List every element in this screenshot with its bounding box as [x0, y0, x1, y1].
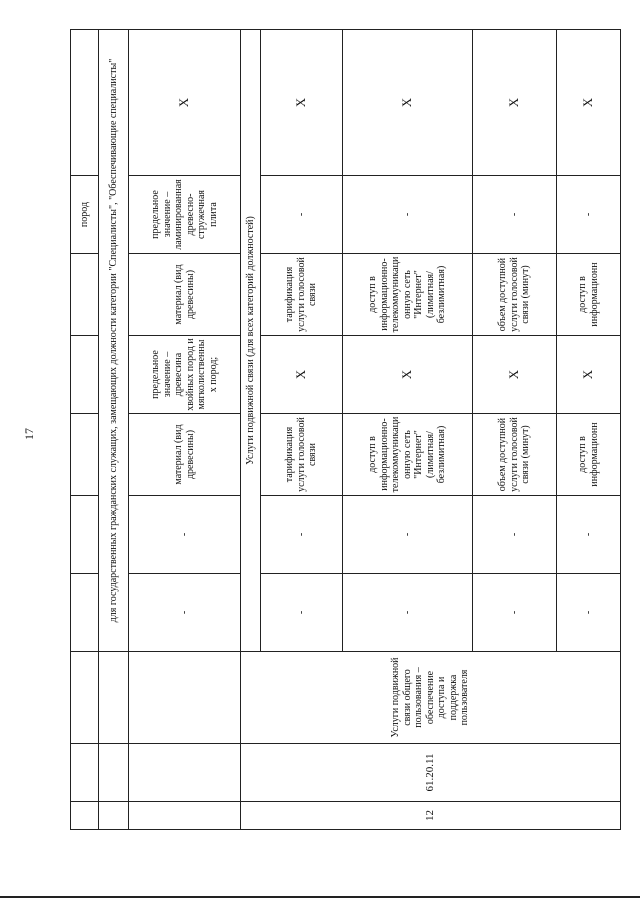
cell: -: [343, 496, 473, 574]
category-row: [129, 30, 241, 830]
table-header-row: [71, 30, 99, 830]
cell: -: [473, 496, 557, 574]
section-number: 12: [241, 802, 621, 830]
cell: доступ в информационн: [557, 414, 621, 496]
cell: предельное значение – древесина хвойных пород и мягколиственных пород;: [129, 336, 241, 414]
cell: доступ в информационно-телекоммуникационную сеть "Интернет" (лимитная/безлимитная): [343, 414, 473, 496]
cell: -: [261, 176, 343, 254]
cell: материал (вид древесины): [129, 414, 241, 496]
service-name: Услуги подвижной связи общего пользования – обеспечение доступа и поддержка пользователя: [241, 652, 621, 744]
cell: объем доступной услуги голосовой связи (минут): [473, 414, 557, 496]
cell: -: [129, 496, 241, 574]
category-banner: для государственных гражданских служащих, замещающих должности категории "Специалисты", "Обеспечивающие специалисты": [99, 30, 129, 652]
cell: объем доступной услуги голосовой связи (минут): [473, 254, 557, 336]
cell: -: [557, 574, 621, 652]
cell: X: [129, 30, 241, 176]
cell: -: [473, 176, 557, 254]
cell: доступ в информационно-телекоммуникационную сеть "Интернет" (лимитная/безлимитная): [343, 254, 473, 336]
cell: X: [343, 30, 473, 176]
header-nord: пород: [71, 176, 99, 254]
scan-edge-line: [0, 896, 640, 898]
cell: X: [261, 336, 343, 414]
cell: -: [343, 574, 473, 652]
cell: тарификация услуги голосовой связи: [261, 414, 343, 496]
cell: X: [557, 30, 621, 176]
cell: -: [557, 176, 621, 254]
section-code: 61.20.11: [241, 744, 621, 802]
cell: X: [473, 336, 557, 414]
page-number: 17: [22, 428, 36, 440]
cell: X: [473, 30, 557, 176]
cell: X: [557, 336, 621, 414]
section-banner-row: [241, 30, 261, 830]
specification-table: [70, 29, 621, 830]
cell: материал (вид древесины): [129, 254, 241, 336]
cell: доступ в информационн: [557, 254, 621, 336]
cell: -: [557, 496, 621, 574]
cell: -: [261, 496, 343, 574]
cell: -: [129, 574, 241, 652]
cell: тарификация услуги голосовой связи: [261, 254, 343, 336]
cell: -: [343, 176, 473, 254]
section-banner: Услуги подвижной связи (для всех категорий должностей): [241, 30, 261, 652]
cell: -: [261, 574, 343, 652]
rotated-page-content: [70, 30, 620, 830]
cell: X: [261, 30, 343, 176]
cell: предельное значение – ламинированная древесно-стружечная плита: [129, 176, 241, 254]
cell: X: [343, 336, 473, 414]
category-banner-row: [99, 30, 129, 830]
cell: -: [473, 574, 557, 652]
